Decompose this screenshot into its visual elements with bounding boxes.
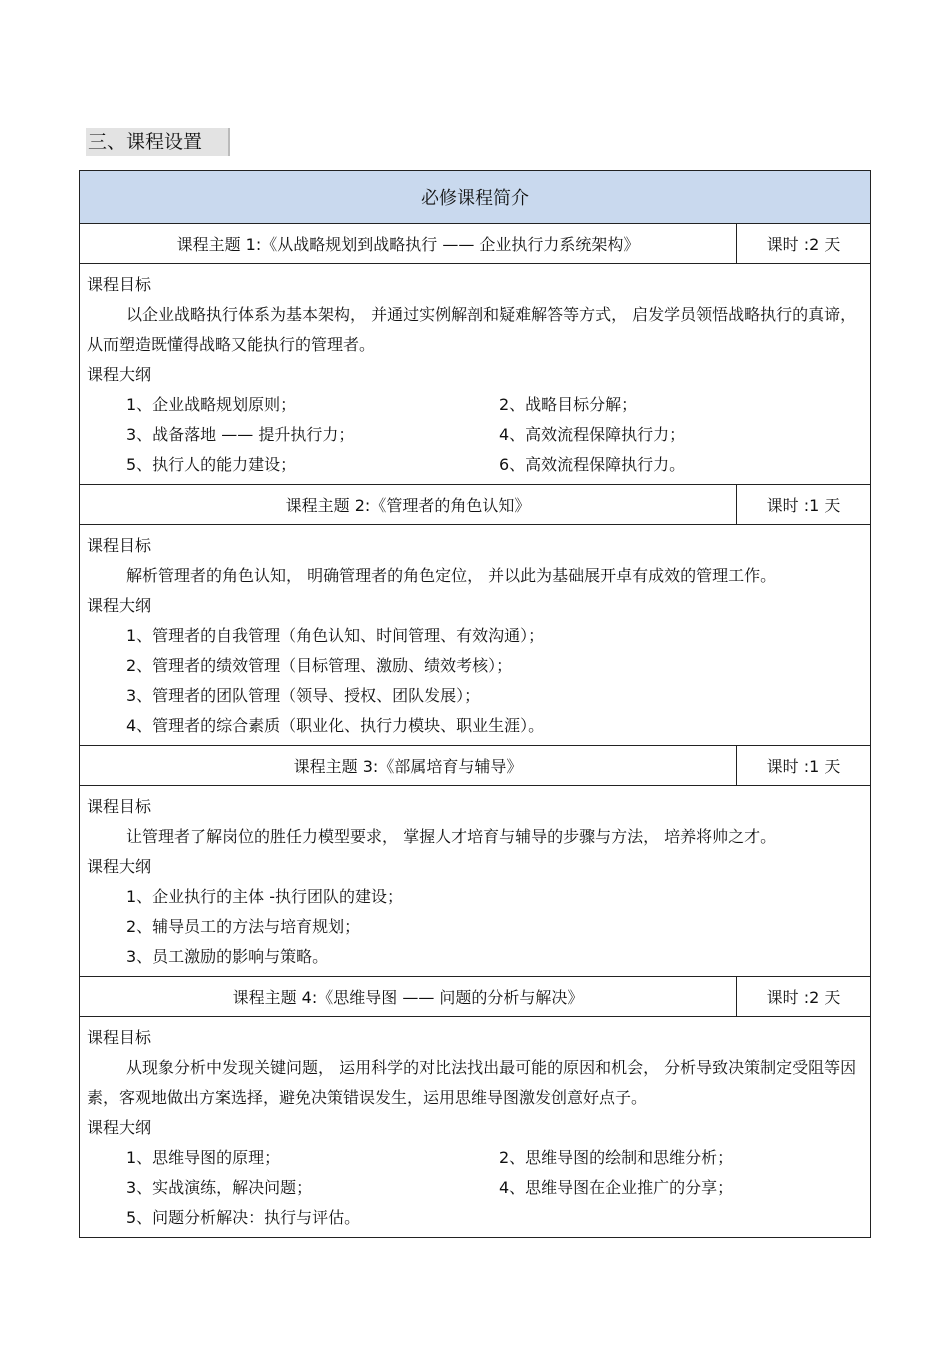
topic-2-objective: 解析管理者的角色认知， 明确管理者的角色定位， 并以此为基础展开卓有成效的管理工作。: [126, 566, 777, 585]
topic-2-title: 课程主题 2:《管理者的角色认知》: [80, 485, 737, 525]
section-title: 三、课程设置: [86, 128, 230, 156]
course-table: [79, 170, 871, 1238]
outline-label: 课程大纲: [87, 1118, 152, 1137]
topic-4-outline: [87, 1143, 864, 1233]
list-item: 5、问题分析解决：执行与评估。: [126, 1208, 361, 1227]
topic-4-body: [80, 1017, 871, 1238]
list-item: 4、管理者的综合素质（职业化、执行力模块、职业生涯）。: [126, 716, 545, 735]
topic-3-hours: 课时 :1 天: [737, 746, 871, 786]
list-item: 1、企业战略规划原则；: [126, 395, 297, 414]
outline-label: 课程大纲: [87, 857, 152, 876]
topic-4-hours: 课时 :2 天: [737, 977, 871, 1017]
list-item: 3、员工激励的影响与策略。: [126, 947, 329, 966]
list-item: 6、高效流程保障执行力。: [499, 455, 686, 474]
topic-2-hours: 课时 :1 天: [737, 485, 871, 525]
objective-label: 课程目标: [87, 536, 152, 555]
list-item: 3、实战演练，解决问题；: [126, 1178, 313, 1197]
topic-3-objective: 让管理者了解岗位的胜任力模型要求， 掌握人才培育与辅导的步骤与方法， 培养将帅之才。: [126, 827, 777, 846]
list-item: 4、高效流程保障执行力；: [499, 425, 686, 444]
objective-label: 课程目标: [87, 1028, 152, 1047]
list-item: 4、思维导图在企业推广的分享；: [499, 1178, 734, 1197]
objective-label: 课程目标: [87, 275, 152, 294]
list-item: 3、管理者的团队管理（领导、授权、团队发展）；: [126, 686, 481, 705]
objective-label: 课程目标: [87, 797, 152, 816]
list-item: 1、思维导图的原理；: [126, 1148, 281, 1167]
topic-1-body: [80, 264, 871, 485]
topic-4-title: 课程主题 4:《思维导图 —— 问题的分析与解决》: [80, 977, 737, 1017]
outline-label: 课程大纲: [87, 596, 152, 615]
topic-2-body: [80, 525, 871, 746]
topic-3-title: 课程主题 3:《部属培育与辅导》: [80, 746, 737, 786]
topic-3-body: [80, 786, 871, 977]
list-item: 5、执行人的能力建设；: [126, 455, 297, 474]
topic-1-hours: 课时 :2 天: [737, 224, 871, 264]
table-header: 必修课程简介: [80, 171, 871, 224]
list-item: 2、辅导员工的方法与培育规划；: [126, 917, 361, 936]
list-item: 1、企业执行的主体 -执行团队的建设；: [126, 887, 404, 906]
outline-label: 课程大纲: [87, 365, 152, 384]
list-item: 2、战略目标分解；: [499, 395, 638, 414]
topic-4-objective: 从现象分析中发现关键问题， 运用科学的对比法找出最可能的原因和机会， 分析导致决策制定受阻等因素，客观地做出方案选择，避免决策错误发生，运用思维导图激发创意好点子。: [87, 1058, 857, 1107]
list-item: 3、战备落地 —— 提升执行力；: [126, 425, 355, 444]
list-item: 1、管理者的自我管理（角色认知、时间管理、有效沟通）；: [126, 626, 545, 645]
topic-1-title: 课程主题 1:《从战略规划到战略执行 —— 企业执行力系统架构》: [80, 224, 737, 264]
list-item: 2、思维导图的绘制和思维分析；: [499, 1148, 734, 1167]
topic-1-outline: [87, 390, 864, 480]
list-item: 2、管理者的绩效管理（目标管理、激励、绩效考核）；: [126, 656, 513, 675]
topic-1-objective: 以企业战略执行体系为基本架构， 并通过实例解剖和疑难解答等方式， 启发学员领悟战略执行的真谛，从而塑造既懂得战略又能执行的管理者。: [87, 305, 857, 354]
